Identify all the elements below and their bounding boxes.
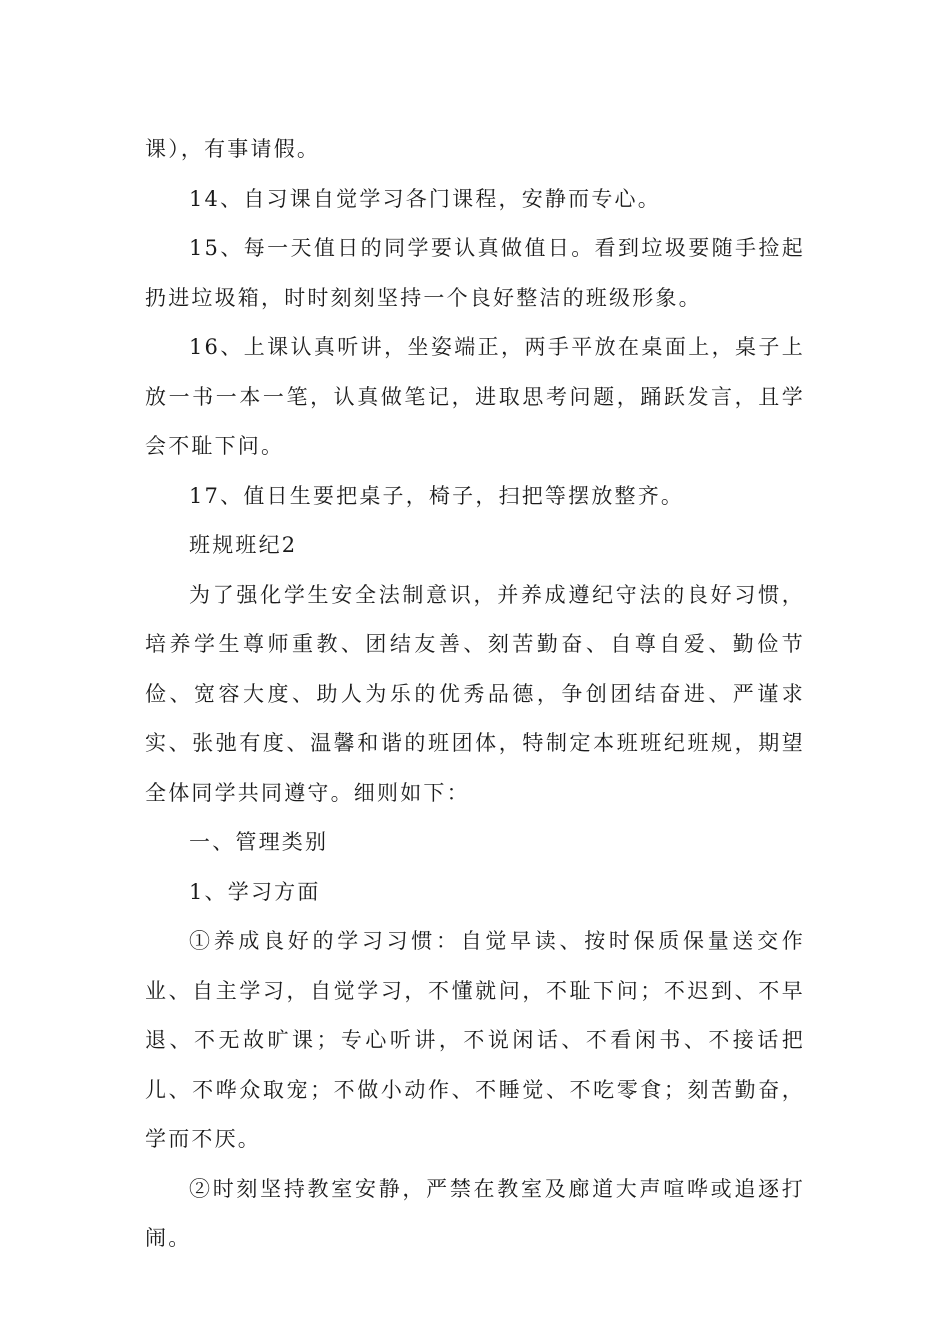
document-page bbox=[145, 125, 805, 1264]
category-heading: 一、管理类别 bbox=[189, 830, 329, 854]
paragraph-rule-16: 16、上课认真听讲，坐姿端正，两手平放在桌面上，桌子上放一书一本一笔，认真做笔记，进取思考问题，踊跃发言，且学会不耻下问。 bbox=[145, 335, 805, 458]
paragraph-continuation: 课），有事请假。 bbox=[145, 137, 321, 161]
section-heading: 班规班纪2 bbox=[189, 533, 298, 557]
paragraph-rule-17: 17、值日生要把桌子，椅子，扫把等摆放整齐。 bbox=[189, 483, 685, 508]
subcategory-heading: 1、学习方面 bbox=[189, 879, 321, 904]
paragraph-rule-15: 15、每一天值日的同学要认真做值日。看到垃圾要随手捡起扔进垃圾箱，时时刻刻坚持一个良好整洁的班级形象。 bbox=[145, 236, 805, 310]
paragraph-study-habits: ①养成良好的学习习惯：自觉早读、按时保质保量送交作业、自主学习，自觉学习，不懂就问，不耻下问；不迟到、不早退、不无故旷课；专心听讲，不说闲话、不看闲书、不接话把儿、不哗众取宠；不做小动作、不睡觉、不吃零食；刻苦勤奋，学而不厌。 bbox=[145, 929, 805, 1151]
paragraph-intro: 为了强化学生安全法制意识，并养成遵纪守法的良好习惯，培养学生尊师重教、团结友善、刻苦勤奋、自尊自爱、勤俭节俭、宽容大度、助人为乐的优秀品德，争创团结奋进、严谨求实、张弛有度、温馨和谐的班团体，特制定本班班纪班规，期望全体同学共同遵守。细则如下： bbox=[145, 582, 805, 805]
paragraph-rule-14: 14、自习课自觉学习各门课程，安静而专心。 bbox=[189, 186, 661, 211]
paragraph-classroom-quiet: ②时刻坚持教室安静，严禁在教室及廊道大声喧哗或追逐打闹。 bbox=[145, 1176, 805, 1250]
